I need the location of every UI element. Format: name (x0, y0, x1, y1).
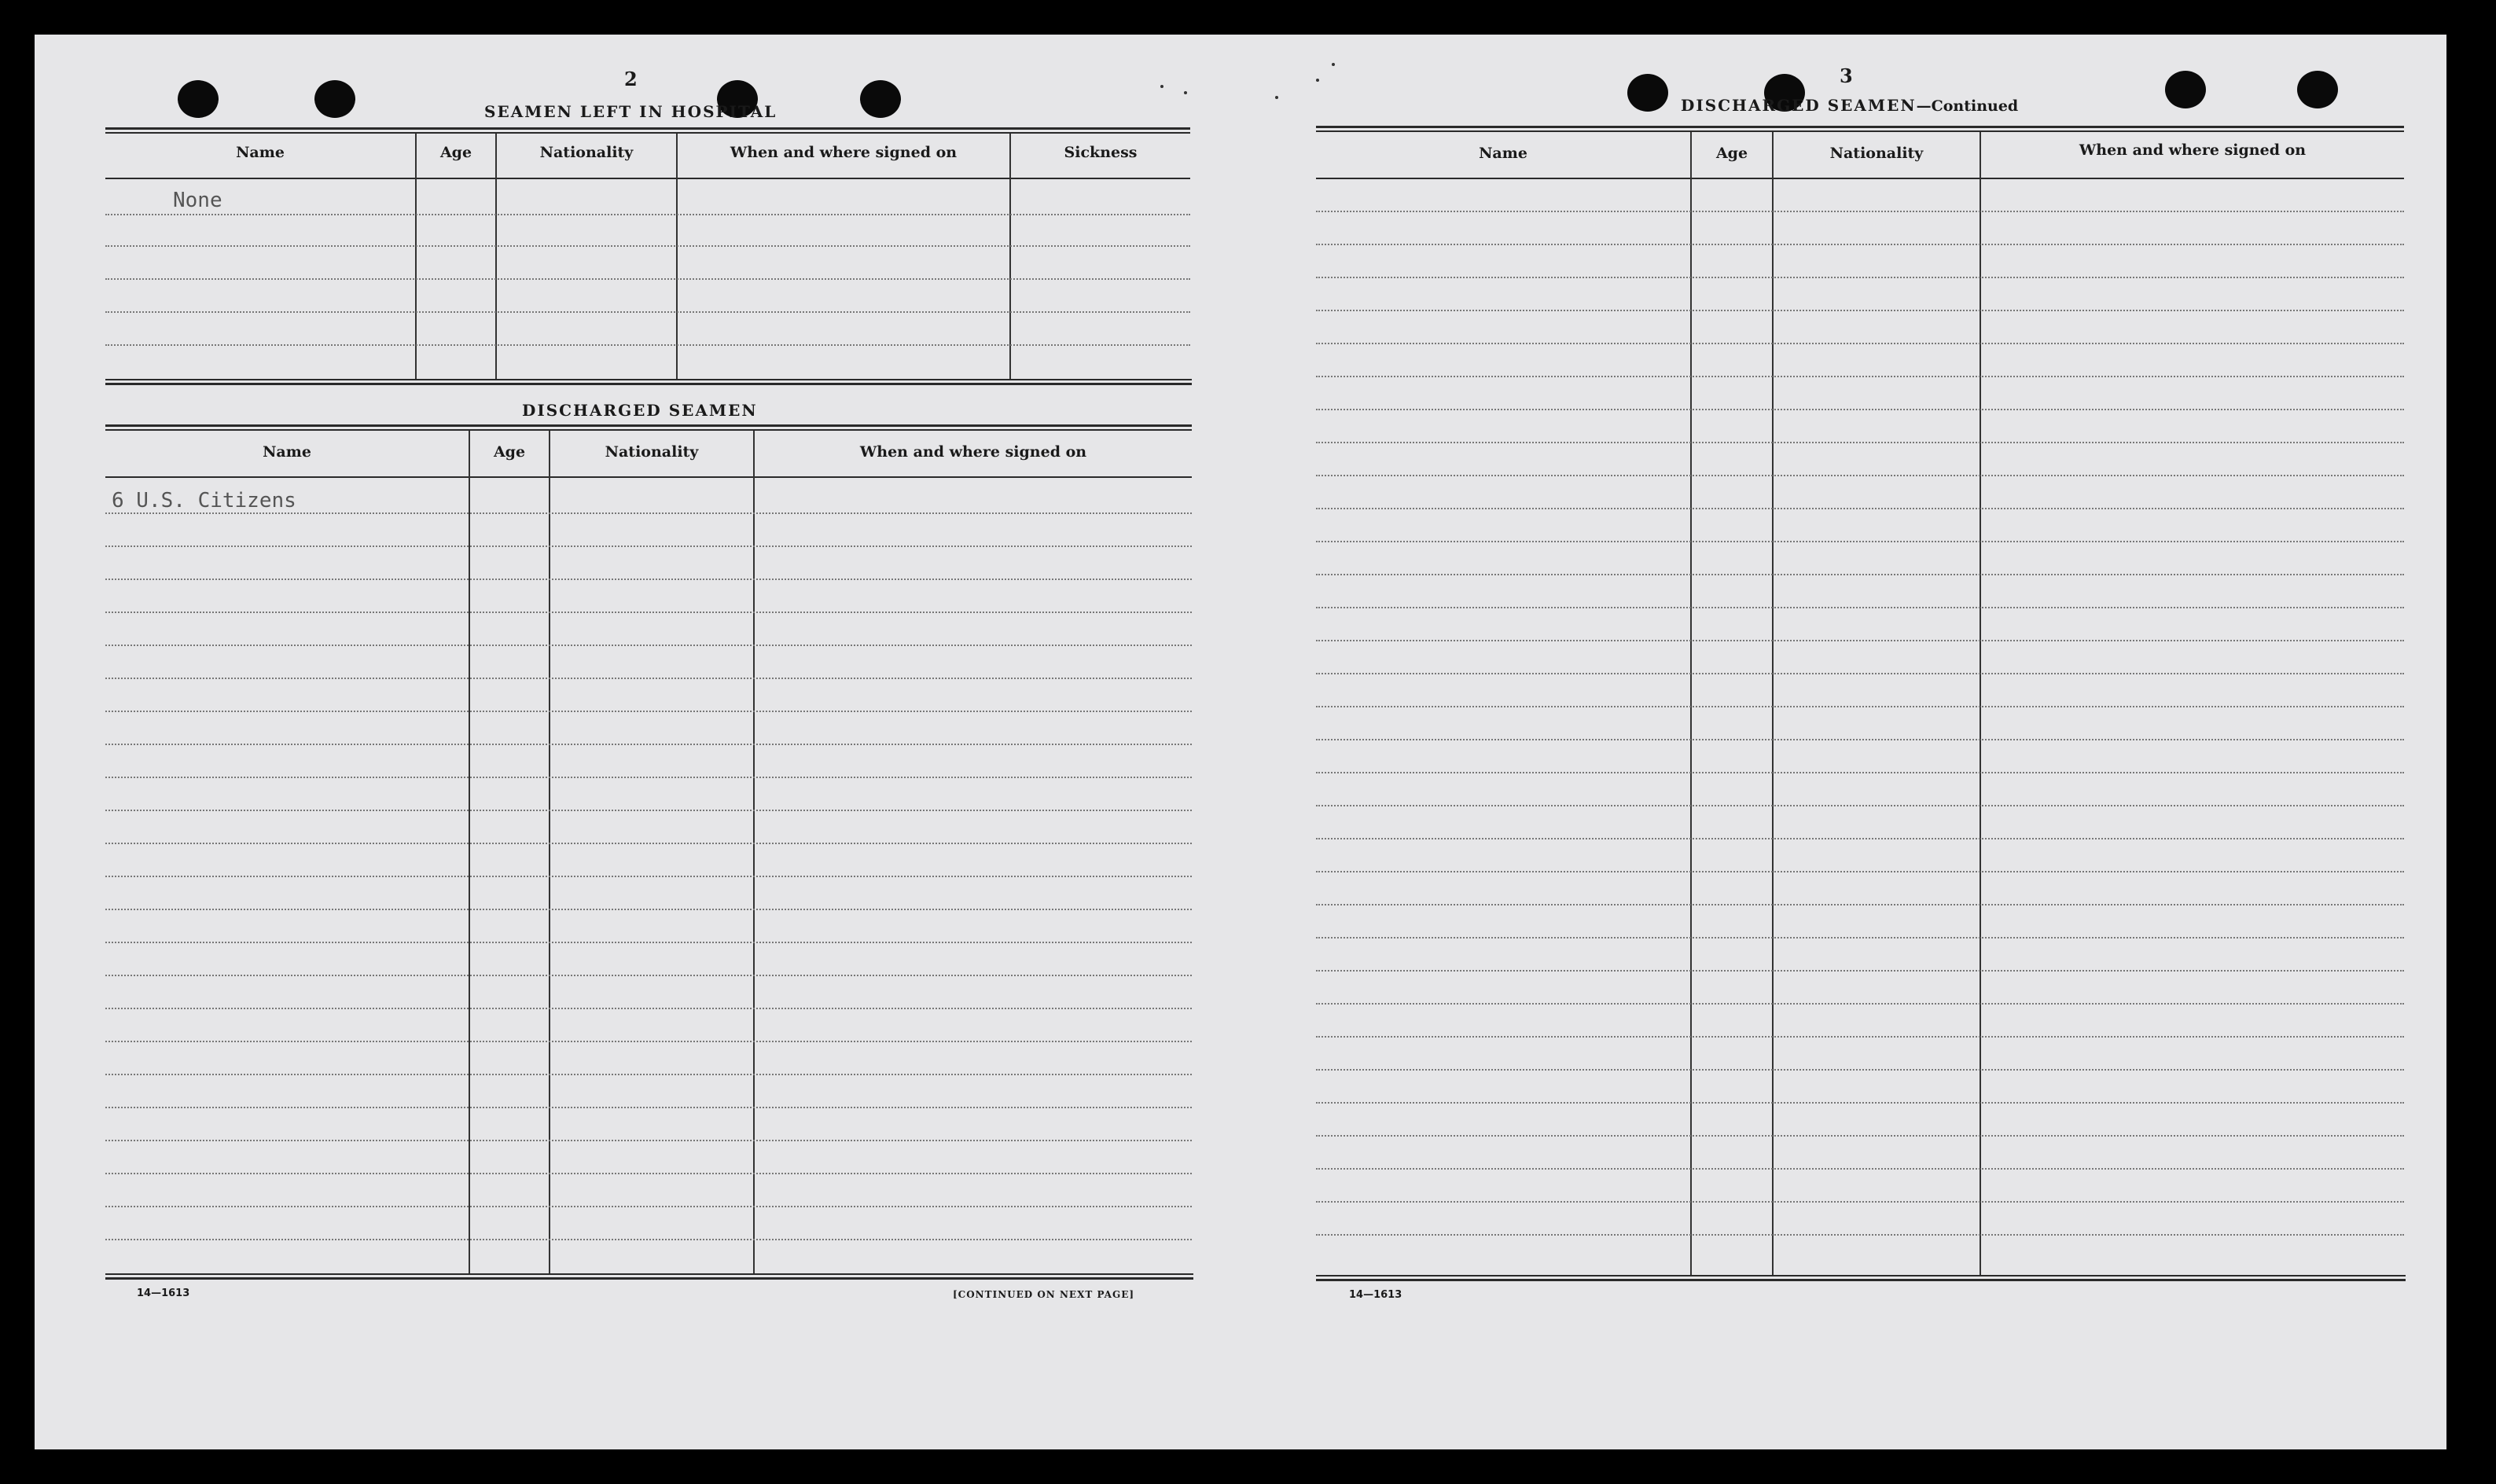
entry-line (1316, 937, 2404, 939)
title-suffix: —Continued (1916, 97, 2019, 115)
table-bottom-rule (1316, 1279, 2406, 1281)
title-main: DISCHARGED SEAMEN (1681, 96, 1917, 115)
table-bottom-rule (105, 1273, 1193, 1275)
hospital-entry-name: None (173, 189, 222, 212)
punch-hole-2 (314, 80, 355, 118)
punch-hole-7 (2165, 71, 2206, 108)
speck (1184, 91, 1187, 94)
entry-line (105, 777, 1192, 778)
entry-line (1316, 244, 2404, 245)
table-bottom-rule (105, 383, 1192, 385)
entry-line (1316, 970, 2404, 972)
speck (1332, 63, 1335, 66)
discharged-section-title: DISCHARGED SEAMEN (522, 401, 758, 420)
entry-line (105, 1173, 1192, 1174)
col-header-age: Age (439, 144, 472, 161)
table-top-rule (105, 424, 1192, 427)
entry-line (105, 1041, 1192, 1042)
speck (1316, 79, 1319, 82)
column-divider (1980, 132, 1981, 1276)
punch-hole-5 (1627, 74, 1668, 112)
entry-line (1316, 640, 2404, 641)
punch-hole-1 (178, 80, 219, 118)
column-divider (676, 134, 678, 379)
entry-line (1316, 508, 2404, 509)
entry-line (1316, 409, 2404, 410)
column-divider (469, 431, 470, 1275)
entry-line (105, 1206, 1192, 1207)
table-top-rule (1316, 126, 2404, 128)
col-header-signed-on: When and where signed on (859, 443, 1087, 461)
entry-line (1316, 1168, 2404, 1170)
form-number: 14—1613 (1349, 1289, 1402, 1301)
column-divider (415, 134, 417, 379)
entry-line (105, 645, 1192, 646)
col-header-nationality: Nationality (539, 144, 634, 161)
entry-line (105, 545, 1192, 547)
entry-line (1316, 1069, 2404, 1071)
entry-line (1316, 739, 2404, 740)
entry-line (1316, 574, 2404, 575)
entry-line (1316, 376, 2404, 377)
entry-line (105, 214, 1190, 215)
entry-line (1316, 1234, 2404, 1236)
entry-line (105, 1008, 1192, 1009)
entry-line (105, 1107, 1192, 1108)
continued-note: [CONTINUED ON NEXT PAGE] (953, 1289, 1135, 1300)
entry-line (1316, 607, 2404, 608)
ledger-sheet (35, 35, 2446, 1449)
header-rule (105, 178, 1190, 179)
table-bottom-rule (105, 1277, 1193, 1280)
entry-line (1316, 673, 2404, 674)
column-divider (495, 134, 497, 379)
col-header-age: Age (1715, 145, 1748, 162)
discharged-entry-name: 6 U.S. Citizens (112, 489, 296, 512)
entry-line (1316, 706, 2404, 707)
entry-line (1316, 1036, 2404, 1038)
col-header-name: Name (1479, 145, 1527, 162)
entry-line (105, 876, 1192, 877)
entry-line (1316, 442, 2404, 443)
table-top-rule (1316, 130, 2404, 132)
entry-line (1316, 343, 2404, 344)
header-rule (1316, 178, 2404, 179)
col-header-sickness: Sickness (1064, 144, 1138, 161)
entry-line (105, 1074, 1192, 1075)
form-number: 14—1613 (137, 1287, 190, 1299)
entry-line (105, 711, 1192, 712)
hospital-section-title: SEAMEN LEFT IN HOSPITAL (484, 102, 777, 121)
column-divider (549, 431, 550, 1275)
col-header-age: Age (493, 443, 526, 461)
entry-line (1316, 1201, 2404, 1203)
punch-hole-8 (2297, 71, 2338, 108)
entry-line (1316, 904, 2404, 905)
table-top-rule (105, 132, 1190, 134)
entry-line (1316, 871, 2404, 872)
entry-line (105, 512, 1192, 514)
speck (1275, 96, 1278, 99)
column-divider (1009, 134, 1011, 379)
table-bottom-rule (105, 379, 1192, 380)
col-header-nationality: Nationality (1829, 145, 1924, 162)
table-top-rule (105, 429, 1192, 431)
column-divider (753, 431, 755, 1275)
entry-line (1316, 310, 2404, 311)
speck (1160, 85, 1163, 88)
entry-line (1316, 541, 2404, 542)
entry-line (1316, 1102, 2404, 1104)
entry-line (1316, 805, 2404, 806)
entry-line (105, 810, 1192, 811)
entry-line (105, 843, 1192, 844)
page-number: 3 (1840, 64, 1853, 87)
entry-line (1316, 277, 2404, 278)
page-number: 2 (624, 68, 638, 90)
entry-line (1316, 1135, 2404, 1137)
column-divider (1690, 132, 1692, 1276)
col-header-name: Name (263, 443, 311, 461)
table-top-rule (105, 127, 1190, 130)
table-bottom-rule (1316, 1275, 2406, 1276)
entry-line (1316, 211, 2404, 212)
column-divider (1772, 132, 1774, 1276)
entry-line (105, 909, 1192, 910)
entry-line (105, 579, 1192, 580)
entry-line (105, 942, 1192, 943)
entry-line (105, 245, 1190, 247)
entry-line (1316, 475, 2404, 476)
entry-line (105, 1239, 1192, 1240)
col-header-name: Name (236, 144, 285, 161)
entry-line (105, 311, 1190, 313)
entry-line (105, 612, 1192, 613)
entry-line (1316, 772, 2404, 773)
entry-line (105, 1140, 1192, 1141)
discharged-continued-title (1681, 96, 2018, 115)
entry-line (1316, 838, 2404, 839)
entry-line (105, 278, 1190, 280)
entry-line (105, 344, 1190, 346)
punch-hole-4 (860, 80, 901, 118)
entry-line (105, 678, 1192, 679)
header-rule (105, 476, 1192, 478)
entry-line (105, 744, 1192, 745)
col-header-nationality: Nationality (605, 443, 699, 461)
entry-line (105, 975, 1192, 976)
entry-line (1316, 1003, 2404, 1005)
col-header-signed-on: When and where signed on (730, 144, 958, 161)
col-header-signed-on: When and where signed on (2079, 141, 2307, 159)
